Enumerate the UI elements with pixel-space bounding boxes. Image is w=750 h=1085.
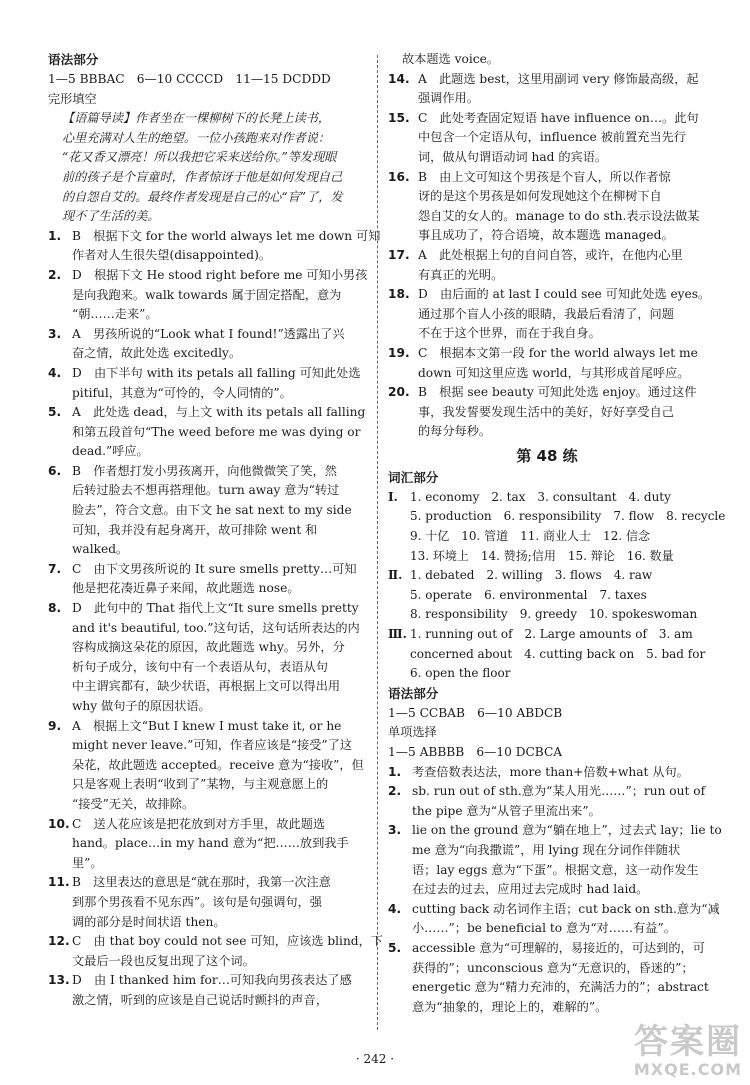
answer-item <box>388 285 711 344</box>
explanation-line: 里”。 <box>72 855 103 870</box>
explanation-line: 和第五段首句“The weed before me was dying or <box>72 424 361 439</box>
item-number: 3. <box>48 326 62 341</box>
explanation-line: A 根据上文“But I knew I must take it, or he <box>72 718 342 733</box>
right-column <box>388 50 726 1017</box>
cloze-explanations <box>48 227 383 1011</box>
intro-line: 【语篇导读】作者坐在一棵柳树下的长凳上读书， <box>62 111 331 126</box>
vocab-line: concerned about 4. cutting back on 5. bad for <box>410 646 706 661</box>
explanation-line: A 此处选 dead，与上文 with its petals all falling <box>72 405 366 420</box>
explanation-line: C 根据本文第一段 for the world always let me <box>418 345 698 360</box>
explanation-line: “接受”无关，故排除。 <box>72 796 195 811</box>
explanation-line: 调的部分是时间状语 then。 <box>72 914 226 929</box>
vocab-group <box>388 488 726 566</box>
explanation-line: A 此处根据上句的自问自答，或许，在他内心里 <box>418 247 683 262</box>
explanation-line: 奋之情，故此处选 excitedly。 <box>72 346 242 361</box>
explanation-line: 可知，我并没有起身离开，故可排除 went 和 <box>72 522 318 537</box>
answer-item <box>388 168 706 246</box>
vocab-line: 8. responsibility 9. greedy 10. spokeswoman <box>410 607 698 622</box>
explanation-line: D 由后面的 at last I could see 可知此处选 eyes。 <box>418 287 711 302</box>
item-explanation <box>72 560 366 599</box>
item-number: 17. <box>388 247 410 262</box>
explanation-line: accessible 意为“可理解的，易接近的，可达到的，可 <box>412 940 705 955</box>
answer-item <box>388 383 706 442</box>
item-explanation <box>72 599 366 717</box>
item-explanation <box>72 403 366 462</box>
explanation-line: 获得的”；unconscious 意为“无意识的，昏迷的”； <box>412 960 694 975</box>
answer-item <box>48 403 366 462</box>
explanation-line: might never leave.”可知，作者应该是“接受”了这 <box>72 738 353 753</box>
explanation-line: B 根据 see beauty 可知此处选 enjoy。通过这件 <box>418 385 697 400</box>
explanation-line: me 意为“向我撒谎”，用 lying 现在分词作伴随状 <box>412 842 681 857</box>
item-explanation <box>412 939 709 1017</box>
answer-item <box>48 227 381 266</box>
item-number: 19. <box>388 345 410 360</box>
vocab-lines <box>410 566 706 625</box>
vocab-group <box>388 566 706 625</box>
explanation-line: 讶的是这个男孩是如何发现她这个在柳树下自 <box>418 189 662 204</box>
explanation-line: 怨自艾的女人的。manage to do sth.表示设法做某 <box>418 208 700 223</box>
explanation-line: 容构成摘这朵花的原因，故此题选 why。另外，分 <box>72 640 345 655</box>
answer-item <box>48 971 366 1010</box>
answer-item <box>388 939 709 1017</box>
item-explanation <box>72 227 380 266</box>
explanation-line: 事，我发誓要发现生活中的美好，好好享受自己 <box>418 404 674 419</box>
answer-item <box>388 246 706 285</box>
item-number: 10. <box>48 816 70 831</box>
item-explanation <box>72 266 367 325</box>
explanation-line: B 这里表达的意思是“就在那时，我第一次注意 <box>72 875 331 890</box>
intro-line: 前的孩子是个盲童时，作者惊讶于他是如何发现自己 <box>62 169 343 184</box>
explanation-line: D 由下半句 with its petals all falling 可知此处选 <box>72 365 361 380</box>
item-number: 6. <box>48 463 62 478</box>
item-number: 15. <box>388 110 410 125</box>
item-number: 2. <box>48 267 62 282</box>
page-number: · 242 · <box>355 1052 395 1066</box>
explanation-line: lie on the ground 意为“躺在地上”，过去式 lay；lie to <box>412 823 722 838</box>
explanation-line: C 由 that boy could not see 可知，应该选 blind，下 <box>72 934 383 949</box>
roman-numeral: Ⅰ. <box>388 489 398 504</box>
vocab-line: 9. 十亿 10. 管道 11. 商业人士 12. 信念 <box>410 529 650 544</box>
explanation-line: hand。place…in my hand 意为“把……放到我手 <box>72 836 349 851</box>
item-explanation <box>418 246 706 285</box>
explanation-line: D 此句中的 That 指代上文“It sure smells pretty <box>72 601 359 616</box>
explanation-line: 脸去”，符合文意。由下文 he sat next to my side <box>72 503 352 518</box>
single-choice-notes <box>388 763 722 1018</box>
vocab-line: 1. running out of 2. Large amounts of 3. am <box>410 627 693 642</box>
left-column <box>48 50 383 1011</box>
explanation-line: 强调作用。 <box>418 91 479 106</box>
grammar-answers: 1—5 BBBAC 6—10 CCCCD 11—15 DCDDD <box>48 72 331 86</box>
item-number: 8. <box>48 601 62 616</box>
explanation-line: cutting back 动名词作主语；cut back on sth.意为“减 <box>412 901 720 916</box>
explanation-line: B 根据下文 for the world always let me down 可知 <box>72 228 381 243</box>
explanation-line: D 根据下文 He stood right before me 可知小男孩 <box>72 267 368 282</box>
vocab-line: 1. debated 2. willing 3. flows 4. raw <box>410 568 653 583</box>
intro-line: “花又香又漂亮！所以我把它采来送给你。”等发现眼 <box>62 150 337 165</box>
item-explanation <box>412 763 706 783</box>
grammar-heading: 语法部分 <box>48 52 99 67</box>
item-number: 2. <box>388 784 402 799</box>
item-number: 16. <box>388 169 410 184</box>
vocab-group <box>388 625 706 684</box>
explanation-line: 朵花，故此题选 accepted。receive 意为“接收”，但 <box>72 757 364 772</box>
answer-item <box>48 560 366 599</box>
item-explanation <box>72 932 383 971</box>
item-explanation <box>72 717 366 815</box>
vocab-lines <box>410 625 706 684</box>
explanation-line: C 送人花应该是把花放到对方手里，故此题选 <box>72 816 326 831</box>
explanation-line: C 此处考查固定短语 have influence on…。此句 <box>418 110 699 125</box>
answer-item <box>388 109 706 168</box>
vocab-line: 5. production 6. responsibility 7. flow 8. recycle <box>410 509 726 524</box>
continued-line: 故本题选 voice。 <box>402 52 499 66</box>
vocab-answers <box>388 488 726 684</box>
cloze-heading: 完形填空 <box>48 91 97 106</box>
explanation-line: 后转过脸去不想再搭理他。turn away 意为“转过 <box>72 483 340 498</box>
item-number: 4. <box>48 365 62 380</box>
explanation-line: down 可知这里应选 world，与其形成首尾呼应。 <box>418 365 690 380</box>
answer-item <box>388 782 706 821</box>
item-number: 7. <box>48 561 62 576</box>
item-number: 18. <box>388 287 410 302</box>
item-number: 1. <box>388 764 402 779</box>
answer-item <box>48 364 366 403</box>
explanation-line: 中主谓宾都有，缺少状语，再根据上文可以得出用 <box>72 679 341 694</box>
explanation-line: 是向我跑来。walk towards 属于固定搭配，意为 <box>72 287 342 302</box>
answer-item <box>388 900 720 939</box>
item-number: 5. <box>48 405 62 420</box>
explanation-line: B 由上文可知这个男孩是个盲人，所以作者惊 <box>418 169 671 184</box>
explanation-line: 词，做从句谓语动词 had 的宾语。 <box>418 149 608 164</box>
vocab-line: 13. 环境上 14. 赞扬;信用 15. 辩论 16. 数量 <box>410 548 674 563</box>
explanation-line: sb. run out of sth.意为“某人用光……”；run out of <box>412 784 706 799</box>
explanation-line: why 做句子的原因状语。 <box>72 699 211 713</box>
item-explanation <box>418 70 706 109</box>
explanation-line: 有真正的光明。 <box>418 267 504 282</box>
vocab-line: 1. economy 2. tax 3. consultant 4. duty <box>410 489 671 504</box>
explanation-line: “朝……走来”。 <box>72 307 158 322</box>
answer-item <box>48 932 383 971</box>
item-explanation <box>418 344 706 383</box>
watermark-logo-text: 答案圈 <box>634 1022 742 1062</box>
answer-item <box>48 717 366 815</box>
item-number: 4. <box>388 901 402 916</box>
watermark-url: MXQE.COM <box>633 1060 742 1079</box>
answer-item <box>48 873 366 932</box>
explanation-line: 激之情，听到的应该是自己说话时颤抖的声音， <box>72 992 328 1007</box>
single-choice-answers: 1—5 ABBBB 6—10 DCBCA <box>388 745 563 759</box>
item-explanation <box>418 109 706 168</box>
roman-numeral: Ⅱ. <box>388 568 403 583</box>
vocab-lines <box>410 488 725 566</box>
item-number: 1. <box>48 228 62 243</box>
explanation-line: 小……”；be beneficial to 意为“对……有益”。 <box>412 921 676 936</box>
cloze-explanations-continued <box>388 70 711 442</box>
explanation-line: B 作者想打发小男孩离开，向他微微笑了笑，然 <box>72 463 337 478</box>
item-explanation <box>418 168 706 246</box>
explanation-line: 到那个男孩看不见东西”。该句是句强调句，强 <box>72 894 322 909</box>
item-number: 11. <box>48 875 70 890</box>
explanation-line: A 此题选 best，这里用副词 very 修饰最高级，起 <box>418 71 699 86</box>
item-explanation <box>72 325 366 364</box>
answer-item <box>388 70 706 109</box>
intro-line: 心里充满对人生的绝望。一位小孩跑来对作者说： <box>62 130 331 145</box>
explanation-line: 语；lay eggs 意为“下蛋”。根据文意，这一动作发生 <box>412 862 699 877</box>
answer-item <box>48 815 366 874</box>
item-number: 14. <box>388 71 410 86</box>
explanation-line: 不在于这个世界，而在于我自身。 <box>418 326 601 341</box>
grammar-answers: 1—5 CCBAB 6—10 ABDCB <box>388 705 563 720</box>
answer-item <box>388 821 722 899</box>
explanation-line: the pipe 意为“从管子里流出来”。 <box>412 803 601 818</box>
column-divider <box>377 55 378 1030</box>
answer-item <box>48 266 366 325</box>
item-number: 9. <box>48 718 62 733</box>
item-number: 5. <box>388 940 402 955</box>
explanation-line: walked。 <box>72 542 129 557</box>
item-number: 20. <box>388 385 410 400</box>
item-number: 12. <box>48 934 70 949</box>
vocab-line: 5. operate 6. environmental 7. taxes <box>410 587 647 602</box>
item-explanation <box>412 782 706 821</box>
item-number: 3. <box>388 823 402 838</box>
explanation-line: 的每分每秒。 <box>418 424 492 439</box>
item-explanation <box>72 462 366 560</box>
answer-item <box>388 763 706 783</box>
explanation-line: 析句子成分，该句中有一个表语从句，表语从句 <box>72 659 328 674</box>
answer-item <box>388 344 706 383</box>
item-explanation <box>72 971 366 1010</box>
explanation-line: 通过那个盲人小孩的眼睛，我最后看清了，问题 <box>418 306 674 321</box>
explanation-line: 意为“抽象的，理论上的，难解的”。 <box>412 999 608 1014</box>
explanation-line: 在过去的过去，应用过去完成时 had laid。 <box>412 882 649 897</box>
explanation-line: 文最后一段也反复出现了这个词。 <box>72 953 255 968</box>
vocab-line: 6. open the floor <box>410 666 511 681</box>
item-explanation <box>418 285 710 344</box>
explanation-line: dead.”呼应。 <box>72 444 149 459</box>
vocab-heading: 词汇部分 <box>388 469 439 485</box>
item-number: 13. <box>48 973 70 988</box>
answer-item <box>48 599 366 717</box>
explanation-line: C 由下文男孩所说的 It sure smells pretty…可知 <box>72 561 357 576</box>
item-explanation <box>418 383 706 442</box>
intro-line: 的自怨自艾的。最终作者发现是自己的心“盲”了，发 <box>62 189 343 204</box>
explanation-line: 他是把花凑近鼻子来闻，故此题选 nose。 <box>72 581 300 596</box>
explanation-line: A 男孩所说的“Look what I found!”透露出了兴 <box>72 326 345 341</box>
item-explanation <box>412 821 722 899</box>
item-explanation <box>412 900 720 939</box>
item-explanation <box>72 873 366 932</box>
explanation-line: D 由 I thanked him for…可知我向男孩表达了感 <box>72 973 352 988</box>
explanation-line: energetic 意为“精力充沛的，充满活力的”；abstract <box>412 980 709 995</box>
answer-item <box>48 462 366 560</box>
explanation-line: pitiful，其意为“可怜的，令人同情的”。 <box>72 385 292 400</box>
answer-item <box>48 325 366 364</box>
explanation-line: 只是客观上表明“收到了”某物，与主观意愿上的 <box>72 777 329 792</box>
watermark-logo <box>592 1023 742 1083</box>
single-choice-heading: 单项选择 <box>388 725 437 740</box>
intro-line: 现不了生活的美。 <box>62 209 160 224</box>
explanation-line: 事且成功了，符合语境，故本题选 managed。 <box>418 228 674 243</box>
explanation-line: 作者对人生很失望(disappointed)。 <box>72 248 272 263</box>
item-explanation <box>72 364 366 403</box>
explanation-line: 中包含一个定语从句，influence 被前置充当先行 <box>418 130 686 145</box>
roman-numeral: Ⅲ. <box>388 627 407 642</box>
lesson-title: 第 48 练 <box>516 446 578 465</box>
item-explanation <box>72 815 366 874</box>
grammar-heading: 语法部分 <box>388 685 439 701</box>
explanation-line: 考查倍数表达法，more than+倍数+what 从句。 <box>412 764 689 779</box>
explanation-line: and it's beautiful, too.”这句话，这句话所表达的内 <box>72 620 360 635</box>
reading-intro <box>48 109 366 227</box>
